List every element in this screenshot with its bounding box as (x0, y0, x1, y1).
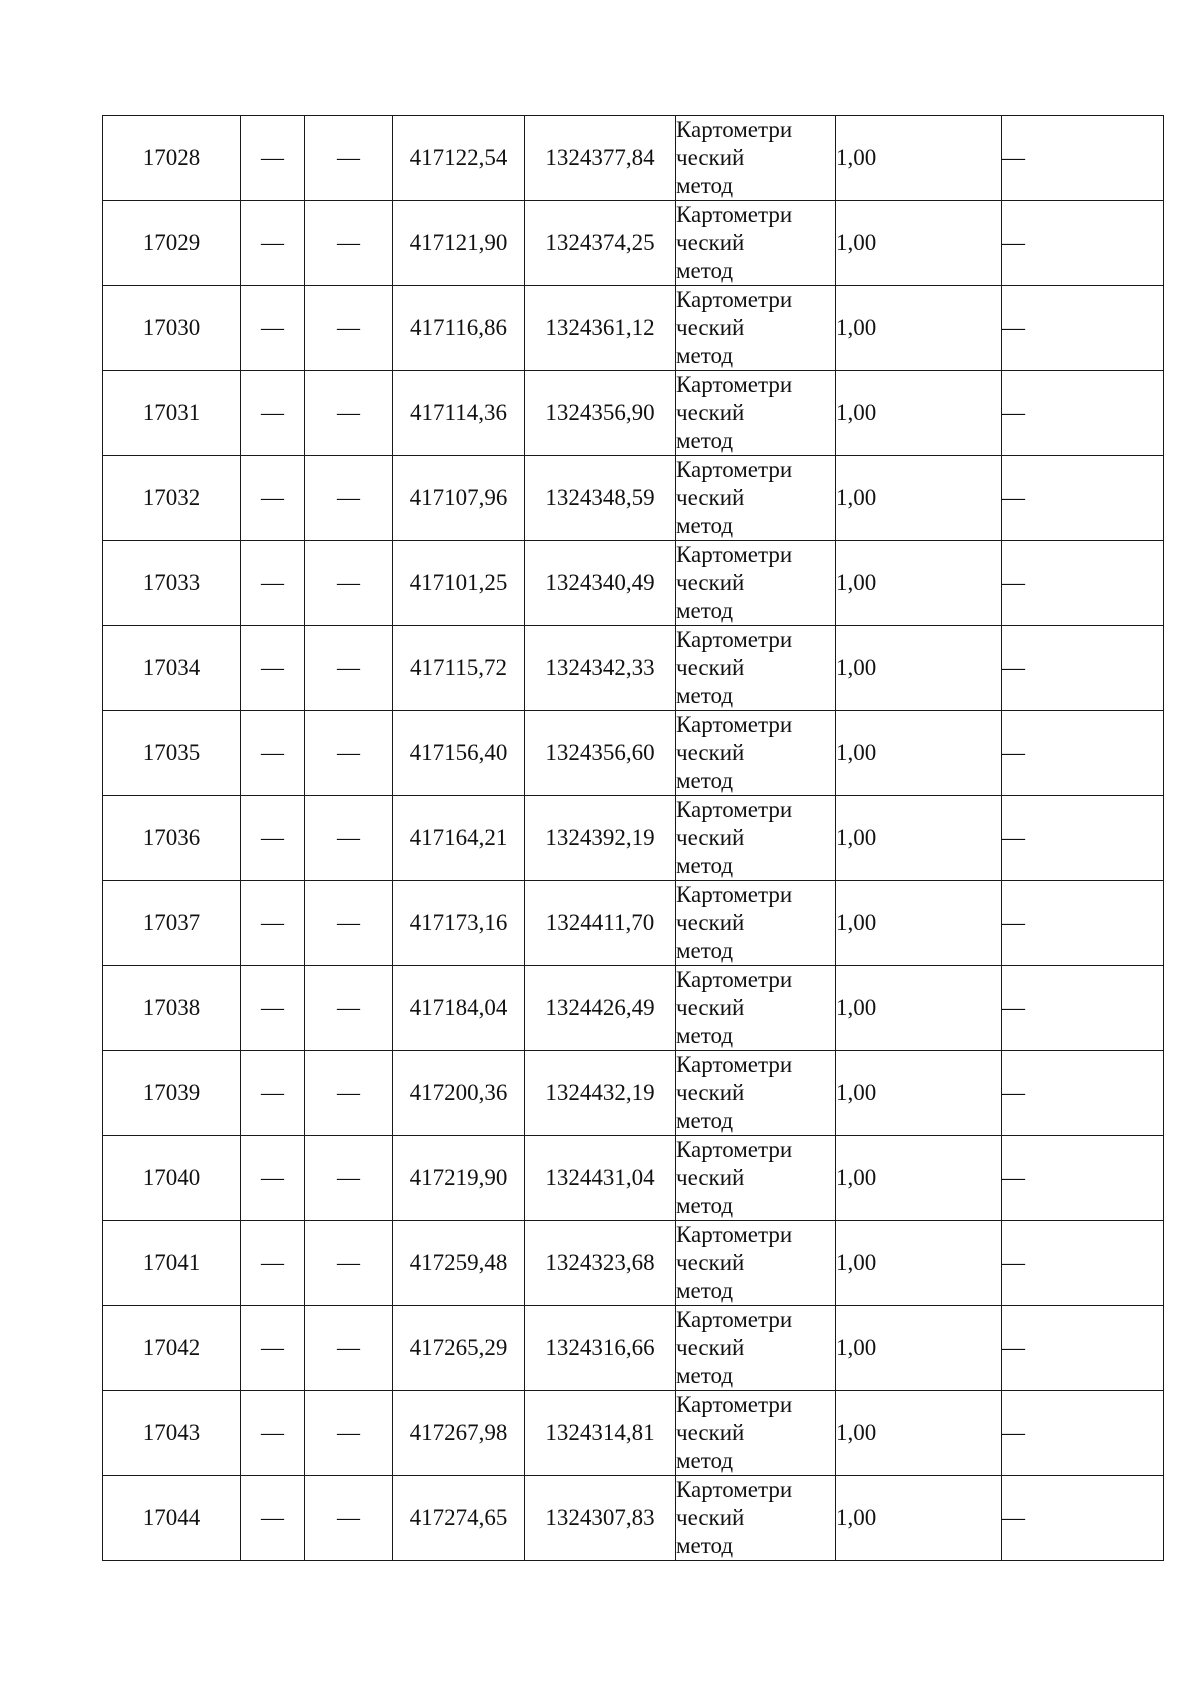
empty-cell-col3 (305, 711, 393, 796)
table-row (103, 1476, 1164, 1561)
accuracy-cell: 1,00 (836, 1136, 1002, 1221)
table-row (103, 116, 1164, 201)
accuracy-cell: 1,00 (836, 116, 1002, 201)
method-cell (676, 456, 836, 541)
method-text-line: ческий (676, 825, 745, 850)
method-text-line: Картометри (676, 1477, 793, 1502)
method-text-line: метод (676, 1023, 734, 1048)
method-text-line: ческий (676, 485, 745, 510)
table-row (103, 966, 1164, 1051)
table-row (103, 541, 1164, 626)
coordinate-x-cell: 417107,96 (393, 456, 525, 541)
dash-mark: — (1002, 315, 1025, 340)
dash-mark: — (261, 230, 284, 255)
empty-cell-col2 (241, 371, 305, 456)
point-number-cell: 17042 (103, 1306, 241, 1391)
coordinate-y-cell: 1324323,68 (525, 1221, 676, 1306)
empty-cell-col2 (241, 1476, 305, 1561)
table-row (103, 1051, 1164, 1136)
empty-cell-col3 (305, 1051, 393, 1136)
empty-cell-last (1002, 456, 1164, 541)
dash-mark: — (337, 1420, 360, 1445)
accuracy-cell: 1,00 (836, 1306, 1002, 1391)
empty-cell-col3 (305, 1391, 393, 1476)
empty-cell-col3 (305, 1476, 393, 1561)
empty-cell-last (1002, 881, 1164, 966)
dash-mark: — (261, 1165, 284, 1190)
method-text-line: ческий (676, 655, 745, 680)
accuracy-cell: 1,00 (836, 1476, 1002, 1561)
coordinates-table (102, 115, 1164, 1561)
accuracy-cell: 1,00 (836, 1051, 1002, 1136)
point-number-cell: 17032 (103, 456, 241, 541)
empty-cell-last (1002, 796, 1164, 881)
dash-mark: — (1002, 910, 1025, 935)
coordinate-x-cell: 417259,48 (393, 1221, 525, 1306)
dash-mark: — (1002, 1335, 1025, 1360)
empty-cell-col3 (305, 371, 393, 456)
dash-mark: — (337, 485, 360, 510)
accuracy-cell: 1,00 (836, 201, 1002, 286)
accuracy-cell: 1,00 (836, 711, 1002, 796)
method-cell (676, 286, 836, 371)
empty-cell-last (1002, 966, 1164, 1051)
method-text-line: метод (676, 1363, 734, 1388)
empty-cell-col2 (241, 796, 305, 881)
empty-cell-last (1002, 371, 1164, 456)
method-text-line: Картометри (676, 967, 793, 992)
method-cell (676, 626, 836, 711)
empty-cell-last (1002, 1476, 1164, 1561)
method-text-line: метод (676, 768, 734, 793)
empty-cell-col2 (241, 1391, 305, 1476)
dash-mark: — (337, 1250, 360, 1275)
method-text-line: метод (676, 173, 734, 198)
dash-mark: — (1002, 1505, 1025, 1530)
method-text-line: Картометри (676, 457, 793, 482)
empty-cell-col2 (241, 1051, 305, 1136)
table-row (103, 1391, 1164, 1476)
dash-mark: — (261, 1080, 284, 1105)
empty-cell-col2 (241, 711, 305, 796)
empty-cell-col3 (305, 796, 393, 881)
dash-mark: — (337, 400, 360, 425)
dash-mark: — (1002, 995, 1025, 1020)
dash-mark: — (337, 1165, 360, 1190)
method-text-line: ческий (676, 1080, 745, 1105)
dash-mark: — (1002, 740, 1025, 765)
coordinate-y-cell: 1324377,84 (525, 116, 676, 201)
method-text-line: метод (676, 343, 734, 368)
method-text-line: Картометри (676, 1052, 793, 1077)
point-number-cell: 17034 (103, 626, 241, 711)
method-text-line: метод (676, 1533, 734, 1558)
table-row (103, 1306, 1164, 1391)
empty-cell-col2 (241, 1306, 305, 1391)
dash-mark: — (1002, 230, 1025, 255)
empty-cell-col3 (305, 456, 393, 541)
accuracy-cell: 1,00 (836, 1391, 1002, 1476)
dash-mark: — (337, 570, 360, 595)
coordinate-x-cell: 417265,29 (393, 1306, 525, 1391)
point-number-cell: 17035 (103, 711, 241, 796)
dash-mark: — (261, 825, 284, 850)
point-number-cell: 17037 (103, 881, 241, 966)
coordinate-x-cell: 417156,40 (393, 711, 525, 796)
accuracy-cell: 1,00 (836, 966, 1002, 1051)
empty-cell-last (1002, 626, 1164, 711)
dash-mark: — (261, 740, 284, 765)
coordinate-x-cell: 417184,04 (393, 966, 525, 1051)
dash-mark: — (1002, 145, 1025, 170)
table-row (103, 286, 1164, 371)
coordinate-y-cell: 1324340,49 (525, 541, 676, 626)
method-text-line: ческий (676, 1165, 745, 1190)
table-row (103, 1221, 1164, 1306)
empty-cell-col2 (241, 541, 305, 626)
dash-mark: — (337, 910, 360, 935)
method-cell (676, 1391, 836, 1476)
coordinate-x-cell: 417122,54 (393, 116, 525, 201)
dash-mark: — (261, 315, 284, 340)
dash-mark: — (337, 145, 360, 170)
point-number-cell: 17028 (103, 116, 241, 201)
method-text-line: метод (676, 1108, 734, 1133)
method-text-line: Картометри (676, 117, 793, 142)
method-text-line: ческий (676, 910, 745, 935)
coordinate-x-cell: 417116,86 (393, 286, 525, 371)
method-text-line: метод (676, 1193, 734, 1218)
point-number-cell: 17039 (103, 1051, 241, 1136)
coordinate-y-cell: 1324342,33 (525, 626, 676, 711)
dash-mark: — (261, 485, 284, 510)
method-text-line: метод (676, 258, 734, 283)
dash-mark: — (337, 230, 360, 255)
dash-mark: — (337, 655, 360, 680)
coordinate-y-cell: 1324361,12 (525, 286, 676, 371)
point-number-cell: 17043 (103, 1391, 241, 1476)
empty-cell-col3 (305, 1306, 393, 1391)
table-row (103, 201, 1164, 286)
coordinate-y-cell: 1324356,60 (525, 711, 676, 796)
dash-mark: — (1002, 1250, 1025, 1275)
coordinate-y-cell: 1324374,25 (525, 201, 676, 286)
empty-cell-col3 (305, 201, 393, 286)
accuracy-cell: 1,00 (836, 541, 1002, 626)
table-row (103, 371, 1164, 456)
dash-mark: — (337, 1080, 360, 1105)
empty-cell-col3 (305, 966, 393, 1051)
method-cell (676, 541, 836, 626)
empty-cell-col2 (241, 966, 305, 1051)
method-text-line: Картометри (676, 1222, 793, 1247)
empty-cell-col2 (241, 456, 305, 541)
coordinate-x-cell: 417101,25 (393, 541, 525, 626)
empty-cell-last (1002, 116, 1164, 201)
dash-mark: — (261, 655, 284, 680)
coordinate-x-cell: 417121,90 (393, 201, 525, 286)
method-text-line: ческий (676, 1505, 745, 1530)
point-number-cell: 17040 (103, 1136, 241, 1221)
method-cell (676, 711, 836, 796)
method-text-line: Картометри (676, 1137, 793, 1162)
coordinate-x-cell: 417164,21 (393, 796, 525, 881)
empty-cell-col3 (305, 116, 393, 201)
accuracy-cell: 1,00 (836, 371, 1002, 456)
method-cell (676, 1306, 836, 1391)
dash-mark: — (261, 1505, 284, 1530)
empty-cell-last (1002, 711, 1164, 796)
accuracy-cell: 1,00 (836, 286, 1002, 371)
point-number-cell: 17029 (103, 201, 241, 286)
dash-mark: — (1002, 485, 1025, 510)
dash-mark: — (1002, 1420, 1025, 1445)
method-cell (676, 116, 836, 201)
table-row (103, 796, 1164, 881)
dash-mark: — (261, 1250, 284, 1275)
empty-cell-col2 (241, 201, 305, 286)
table-row (103, 456, 1164, 541)
coordinate-x-cell: 417219,90 (393, 1136, 525, 1221)
coordinate-y-cell: 1324356,90 (525, 371, 676, 456)
dash-mark: — (337, 1335, 360, 1360)
table-row (103, 881, 1164, 966)
empty-cell-col3 (305, 881, 393, 966)
method-cell (676, 966, 836, 1051)
dash-mark: — (337, 1505, 360, 1530)
method-text-line: метод (676, 853, 734, 878)
coordinate-y-cell: 1324316,66 (525, 1306, 676, 1391)
method-cell (676, 796, 836, 881)
empty-cell-last (1002, 1051, 1164, 1136)
method-text-line: ческий (676, 315, 745, 340)
method-text-line: Картометри (676, 372, 793, 397)
accuracy-cell: 1,00 (836, 626, 1002, 711)
empty-cell-col3 (305, 626, 393, 711)
dash-mark: — (1002, 1080, 1025, 1105)
method-text-line: ческий (676, 230, 745, 255)
method-cell (676, 1051, 836, 1136)
dash-mark: — (1002, 655, 1025, 680)
method-cell (676, 1136, 836, 1221)
dash-mark: — (1002, 400, 1025, 425)
method-text-line: ческий (676, 570, 745, 595)
empty-cell-col2 (241, 286, 305, 371)
method-text-line: ческий (676, 1335, 745, 1360)
dash-mark: — (261, 995, 284, 1020)
empty-cell-col3 (305, 541, 393, 626)
point-number-cell: 17036 (103, 796, 241, 881)
empty-cell-last (1002, 1221, 1164, 1306)
empty-cell-col3 (305, 1136, 393, 1221)
empty-cell-col3 (305, 1221, 393, 1306)
method-text-line: метод (676, 513, 734, 538)
coordinate-x-cell: 417114,36 (393, 371, 525, 456)
method-text-line: ческий (676, 1420, 745, 1445)
method-text-line: метод (676, 938, 734, 963)
dash-mark: — (1002, 825, 1025, 850)
method-cell (676, 201, 836, 286)
coordinate-y-cell: 1324314,81 (525, 1391, 676, 1476)
method-text-line: ческий (676, 145, 745, 170)
coordinate-y-cell: 1324392,19 (525, 796, 676, 881)
table-row (103, 626, 1164, 711)
point-number-cell: 17044 (103, 1476, 241, 1561)
empty-cell-col3 (305, 286, 393, 371)
method-text-line: Картометри (676, 712, 793, 737)
method-cell (676, 371, 836, 456)
accuracy-cell: 1,00 (836, 456, 1002, 541)
empty-cell-col2 (241, 626, 305, 711)
coordinate-y-cell: 1324348,59 (525, 456, 676, 541)
coordinate-y-cell: 1324307,83 (525, 1476, 676, 1561)
method-text-line: Картометри (676, 287, 793, 312)
method-text-line: ческий (676, 1250, 745, 1275)
table-row (103, 711, 1164, 796)
method-text-line: Картометри (676, 1307, 793, 1332)
dash-mark: — (261, 400, 284, 425)
dash-mark: — (337, 825, 360, 850)
coordinate-y-cell: 1324431,04 (525, 1136, 676, 1221)
method-text-line: ческий (676, 995, 745, 1020)
empty-cell-col2 (241, 881, 305, 966)
method-cell (676, 1221, 836, 1306)
empty-cell-last (1002, 1136, 1164, 1221)
dash-mark: — (337, 995, 360, 1020)
dash-mark: — (261, 910, 284, 935)
method-text-line: метод (676, 683, 734, 708)
method-text-line: ческий (676, 740, 745, 765)
method-text-line: Картометри (676, 202, 793, 227)
empty-cell-col2 (241, 1136, 305, 1221)
coordinate-y-cell: 1324426,49 (525, 966, 676, 1051)
point-number-cell: 17031 (103, 371, 241, 456)
accuracy-cell: 1,00 (836, 796, 1002, 881)
point-number-cell: 17033 (103, 541, 241, 626)
coordinate-x-cell: 417173,16 (393, 881, 525, 966)
method-text-line: метод (676, 428, 734, 453)
method-cell (676, 881, 836, 966)
method-text-line: Картометри (676, 627, 793, 652)
coordinate-y-cell: 1324432,19 (525, 1051, 676, 1136)
method-text-line: Картометри (676, 882, 793, 907)
empty-cell-last (1002, 201, 1164, 286)
table-body (103, 116, 1164, 1561)
empty-cell-last (1002, 1391, 1164, 1476)
empty-cell-col2 (241, 116, 305, 201)
dash-mark: — (1002, 570, 1025, 595)
dash-mark: — (1002, 1165, 1025, 1190)
method-text-line: метод (676, 1278, 734, 1303)
dash-mark: — (261, 145, 284, 170)
dash-mark: — (337, 740, 360, 765)
point-number-cell: 17041 (103, 1221, 241, 1306)
method-text-line: Картометри (676, 797, 793, 822)
point-number-cell: 17030 (103, 286, 241, 371)
method-text-line: Картометри (676, 542, 793, 567)
accuracy-cell: 1,00 (836, 881, 1002, 966)
method-text-line: ческий (676, 400, 745, 425)
coordinate-x-cell: 417115,72 (393, 626, 525, 711)
method-text-line: метод (676, 1448, 734, 1473)
coordinate-x-cell: 417267,98 (393, 1391, 525, 1476)
coordinate-y-cell: 1324411,70 (525, 881, 676, 966)
accuracy-cell: 1,00 (836, 1221, 1002, 1306)
empty-cell-col2 (241, 1221, 305, 1306)
empty-cell-last (1002, 1306, 1164, 1391)
empty-cell-last (1002, 286, 1164, 371)
method-text-line: метод (676, 598, 734, 623)
table-row (103, 1136, 1164, 1221)
method-text-line: Картометри (676, 1392, 793, 1417)
dash-mark: — (261, 1335, 284, 1360)
dash-mark: — (337, 315, 360, 340)
empty-cell-last (1002, 541, 1164, 626)
dash-mark: — (261, 1420, 284, 1445)
method-cell (676, 1476, 836, 1561)
coordinate-x-cell: 417274,65 (393, 1476, 525, 1561)
dash-mark: — (261, 570, 284, 595)
point-number-cell: 17038 (103, 966, 241, 1051)
coordinate-x-cell: 417200,36 (393, 1051, 525, 1136)
